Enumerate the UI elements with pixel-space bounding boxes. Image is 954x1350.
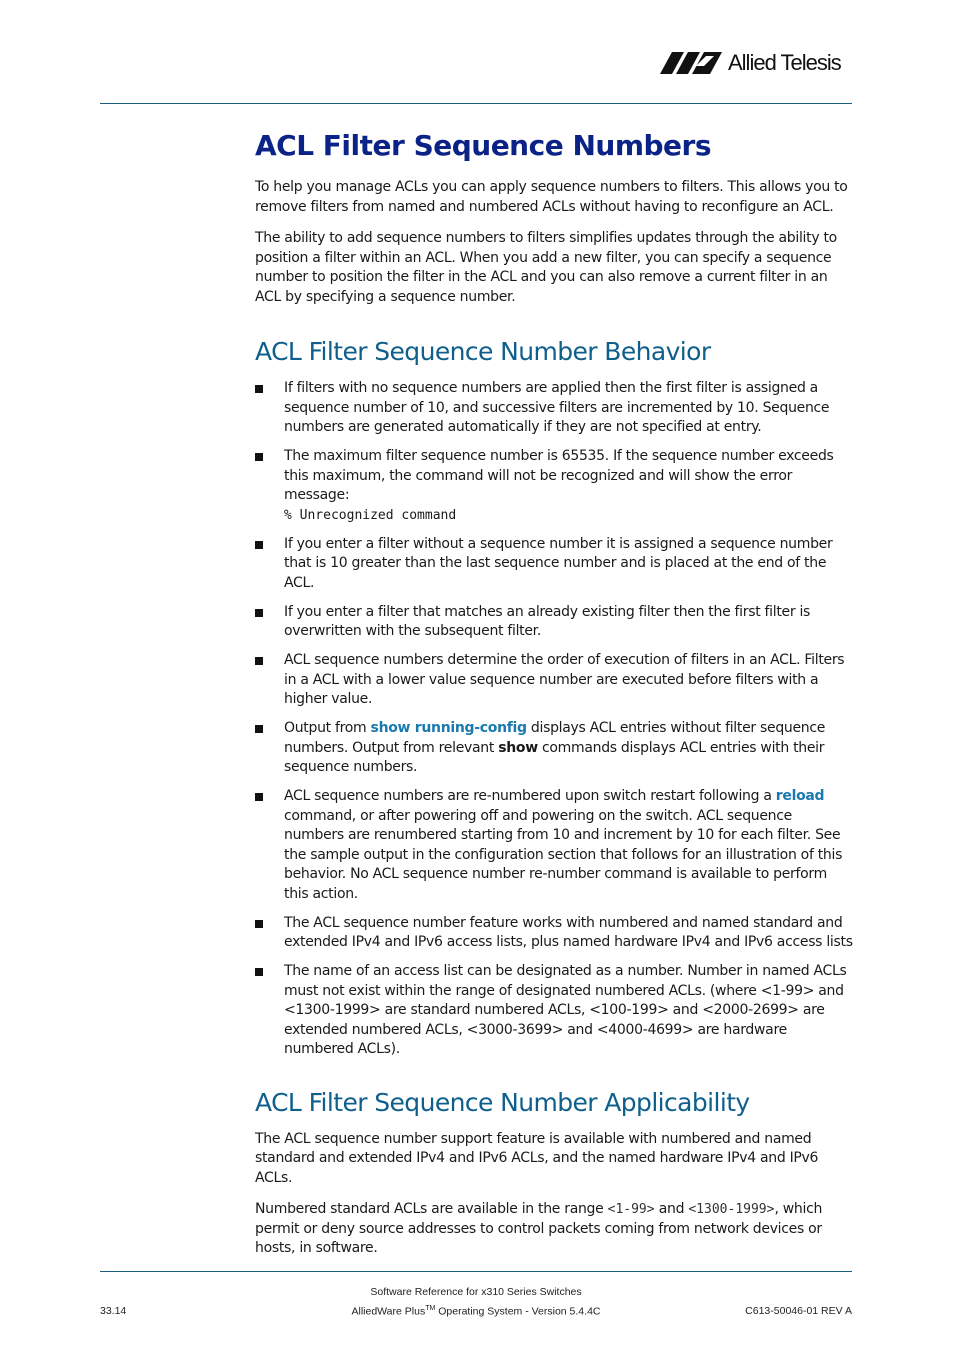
footer-title: Software Reference for x310 Series Switches [370,1286,582,1298]
list-item: ACL sequence numbers determine the order of execution of filters in an ACL. Filters in a ACL with a lower value sequence number are executed before filters with a higher value. [255,651,853,710]
bullet-square-icon [255,793,263,801]
bullet-square-icon [255,609,263,617]
list-item: If filters with no sequence numbers are applied then the first filter is assigned a sequence number of 10, and successive filters are incremented by 10. Sequence numbers are generated automatically if they are not specified at entry. [255,379,853,438]
list-item: If you enter a filter without a sequence number it is assigned a sequence number that is 10 greater than the last sequence number and is placed at the end of the ACL. [255,535,853,594]
bullet-square-icon [255,968,263,976]
section-heading-applicability: ACL Filter Sequence Number Applicability [255,1087,750,1117]
list-item: The name of an access list can be designated as a number. Number in named ACLs must not exist within the range of designated numbered ACLs. (where <1-99> and <1300-1999> are standard numbered ACLs, <100-199> and <2000-2699> are extended numbered ACLs, <3000-3699> and <4000-4699> are hardware numbered ACLs). [255,962,853,1060]
bullet-square-icon [255,453,263,461]
bullet-square-icon [255,725,263,733]
allied-telesis-logo [660,50,841,76]
allied-telesis-logo-mark-icon [660,52,722,74]
bullet-square-icon [255,385,263,393]
intro-paragraph-1: To help you manage ACLs you can apply sequence numbers to filters. This allows you to remove filters from named and numbered ACLs without having to reconfigure an ACL. [255,179,848,215]
document-id: C613-50046-01 REV A [745,1305,852,1317]
bullet-square-icon [255,920,263,928]
bullet-square-icon [255,541,263,549]
footer-rule [100,1271,852,1272]
applicability-paragraph-1: The ACL sequence number support feature is available with numbered and named standard and extended IPv4 and IPv6 ACLs, and the named hardware IPv4 and IPv6 ACLs. [255,1130,819,1186]
page-title: ACL Filter Sequence Numbers [255,129,712,162]
range-code-1: <1-99> [607,1202,655,1217]
list-item: Output from show running-config displays ACL entries without filter sequence numbers. Output from relevant show commands displays ACL entries with their sequence numbers. [255,719,853,778]
header-rule [100,103,852,104]
list-item: If you enter a filter that matches an already existing filter then the first filter is overwritten with the subsequent filter. [255,603,853,642]
show-running-config-link[interactable]: show running-config [370,720,527,736]
applicability-paragraph-2: Numbered standard ACLs are available in the range <1-99> and <1300-1999>, which permit or deny source addresses to control packets coming from network devices or hosts, in software. [255,1201,823,1256]
logo-text: Allied Telesis [728,50,841,75]
intro-paragraph-2: The ability to add sequence numbers to filters simplifies updates through the ability to position a filter within an ACL. When you add a new filter, you can specify a sequence number to position the filter in the ACL and you can also remove a current filter in an ACL by specifying a sequence number. [255,230,837,305]
list-item: The maximum filter sequence number is 65535. If the sequence number exceeds this maximum, the command will not be recognized and will show the error message: % Unrecognized command [255,447,853,525]
bullet-square-icon [255,657,263,665]
section-heading-behavior: ACL Filter Sequence Number Behavior [255,337,711,366]
range-code-2: <1300-1999> [688,1202,775,1217]
show-command-bold: show [498,739,538,756]
page-number: 33.14 [100,1305,127,1317]
reload-link[interactable]: reload [775,788,825,804]
error-message-code: % Unrecognized command [284,507,457,523]
footer-os-version: AlliedWare Plus™ Operating System - Version 5.4.4C [351,1305,601,1318]
list-item: The ACL sequence number feature works with numbered and named standard and extended IPv4 and IPv6 access lists, plus named hardware IPv4 and IPv6 access lists [255,914,853,953]
list-item: ACL sequence numbers are re-numbered upon switch restart following a reload command, or after powering off and powering on the switch. ACL sequence numbers are renumbered starting from 10 and increment by 10 for each filter. See the sample output in the configuration section that follows for an illustration of this behavior. No ACL sequence number re-number command is available to perform this action. [255,787,853,904]
behavior-list [255,379,853,1060]
main-content [255,126,853,1271]
